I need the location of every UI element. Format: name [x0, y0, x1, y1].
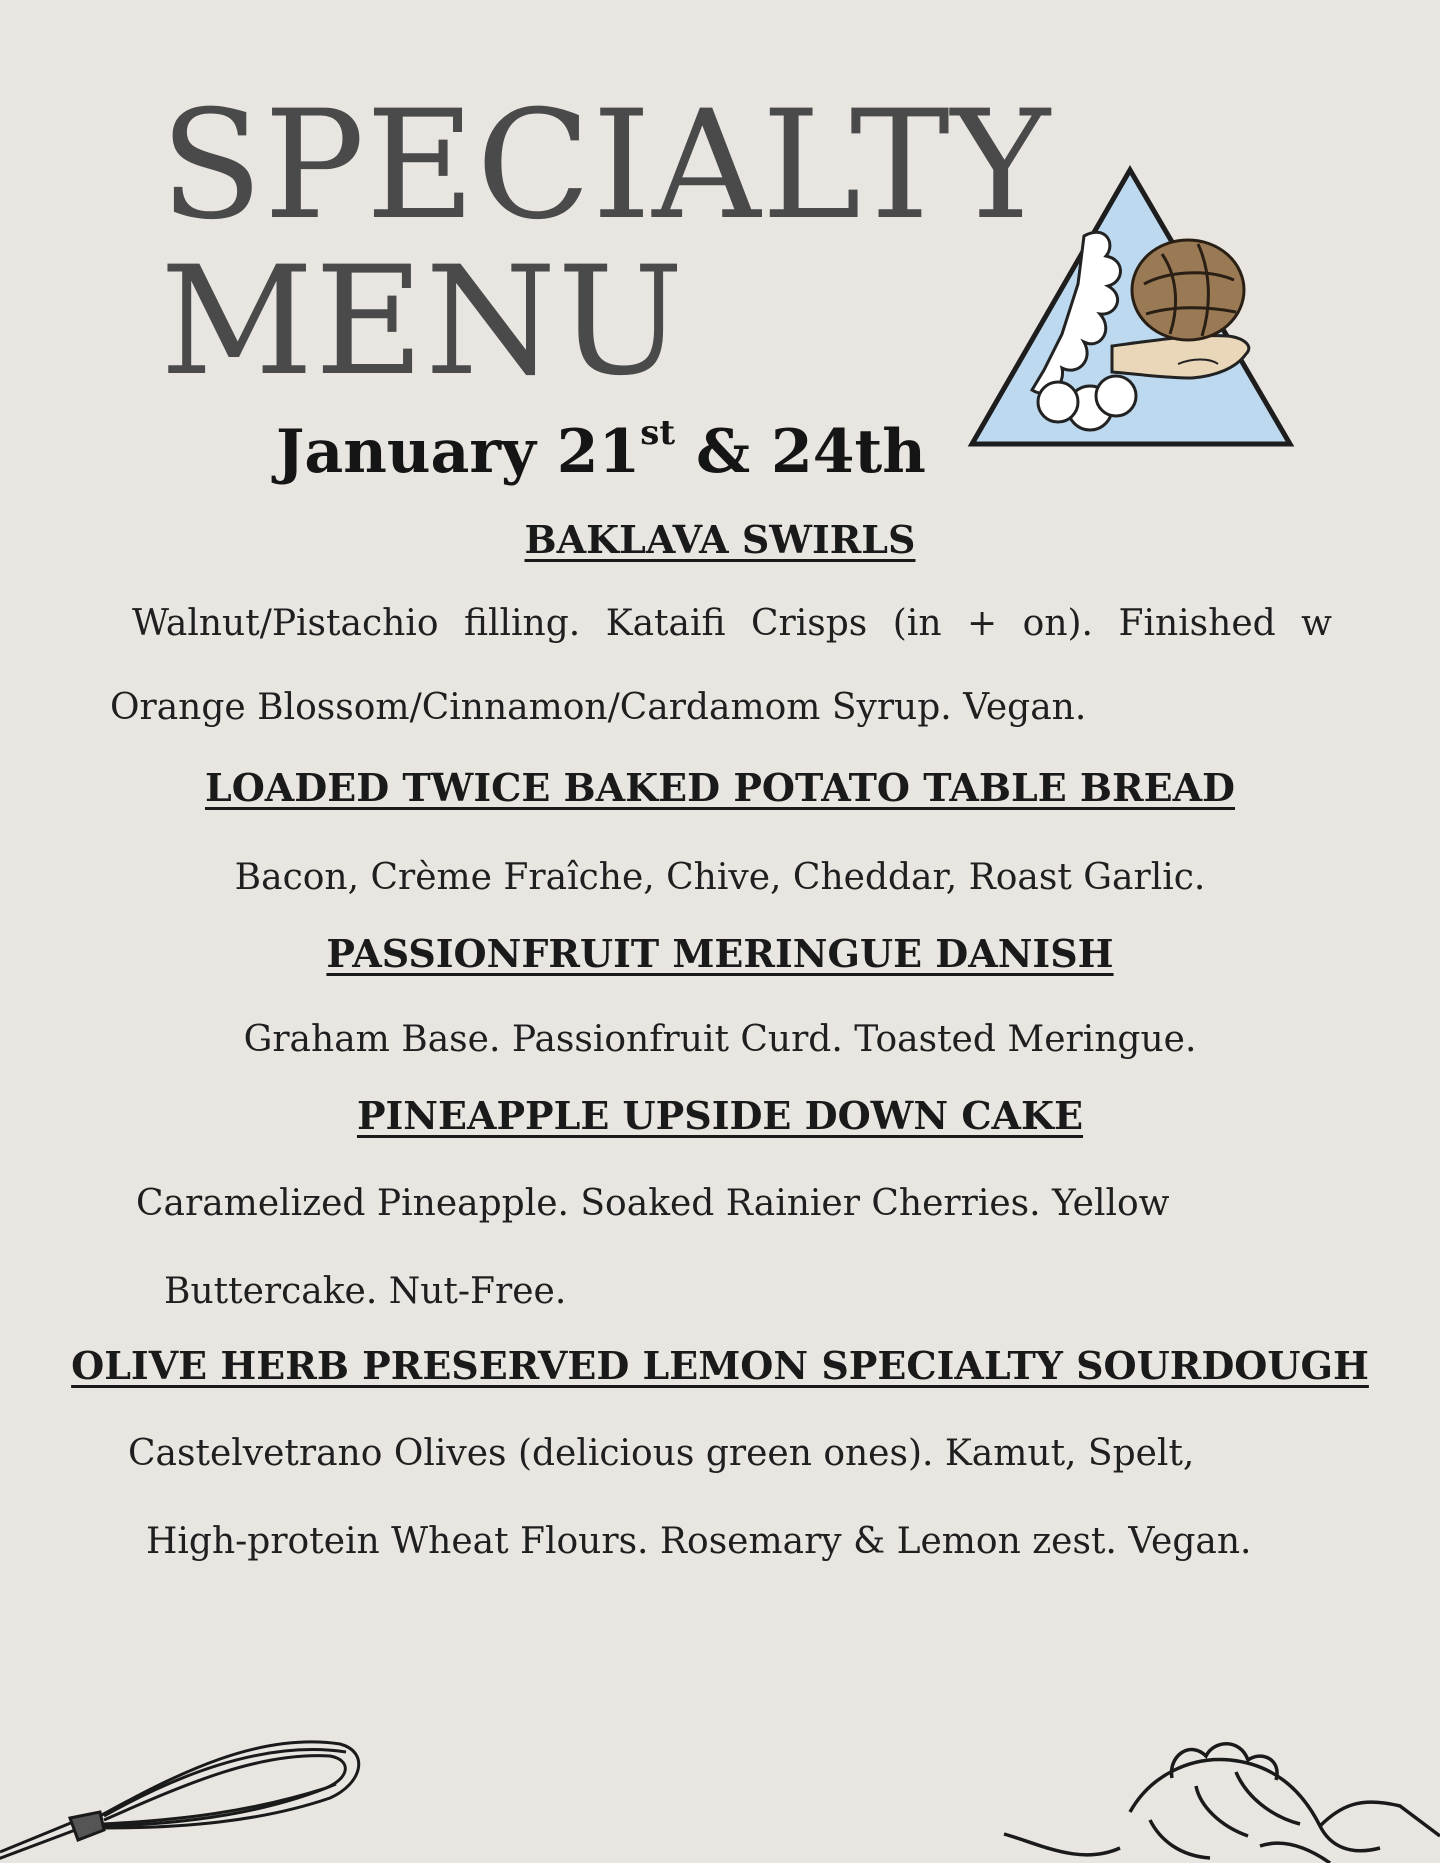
date-main: January 21 — [276, 417, 641, 487]
menu-item-description-line: Bacon, Crème Fraîche, Chive, Cheddar, Roast Garlic. — [234, 857, 1206, 898]
menu-item-olive-sourdough — [0, 1336, 1440, 1586]
menu-item-baklava — [0, 510, 1440, 752]
menu-item-title: OLIVE HERB PRESERVED LEMON SPECIALTY SOURDOUGH — [71, 1343, 1369, 1388]
date-superscript: st — [640, 413, 676, 453]
menu-item-description-line: Buttercake. Nut-Free. — [164, 1271, 567, 1312]
whisk-icon — [0, 1712, 380, 1863]
menu-date — [276, 412, 926, 492]
menu-item-title: BAKLAVA SWIRLS — [524, 517, 916, 562]
menu-item-title: LOADED TWICE BAKED POTATO TABLE BREAD — [204, 765, 1236, 810]
menu-item-description-line: Graham Base. Passionfruit Curd. Toasted Meringue. — [243, 1019, 1197, 1060]
page-title — [160, 79, 1051, 409]
menu-item-description-line: Orange Blossom/Cinnamon/Cardamom Syrup. Vegan. — [110, 687, 1087, 728]
croissant-icon — [1000, 1716, 1440, 1863]
menu-item-description-line: High-protein Wheat Flours. Rosemary & Lemon zest. Vegan. — [146, 1521, 1252, 1562]
menu-item-potato-bread — [0, 758, 1440, 922]
menu-item-passionfruit-danish — [0, 924, 1440, 1084]
menu-item-description-line: Caramelized Pineapple. Soaked Rainier Cherries. Yellow — [136, 1183, 1170, 1224]
menu-items — [0, 510, 1440, 1586]
menu-item-description-line: Castelvetrano Olives (delicious green ones). Kamut, Spelt, — [128, 1433, 1195, 1474]
menu-item-description-line: Walnut/Pistachio filling. Kataifi Crisps (in + on). Finished w — [132, 603, 1332, 644]
title-line-specialty: SPECIALTY — [160, 79, 1051, 253]
menu-item-pineapple-cake — [0, 1086, 1440, 1336]
date-rest: & 24th — [675, 417, 926, 487]
bread-hand-logo-icon — [966, 164, 1296, 450]
title-line-menu: MENU — [160, 235, 685, 409]
menu-item-title: PINEAPPLE UPSIDE DOWN CAKE — [356, 1093, 1084, 1138]
menu-item-title: PASSIONFRUIT MERINGUE DANISH — [326, 931, 1114, 976]
